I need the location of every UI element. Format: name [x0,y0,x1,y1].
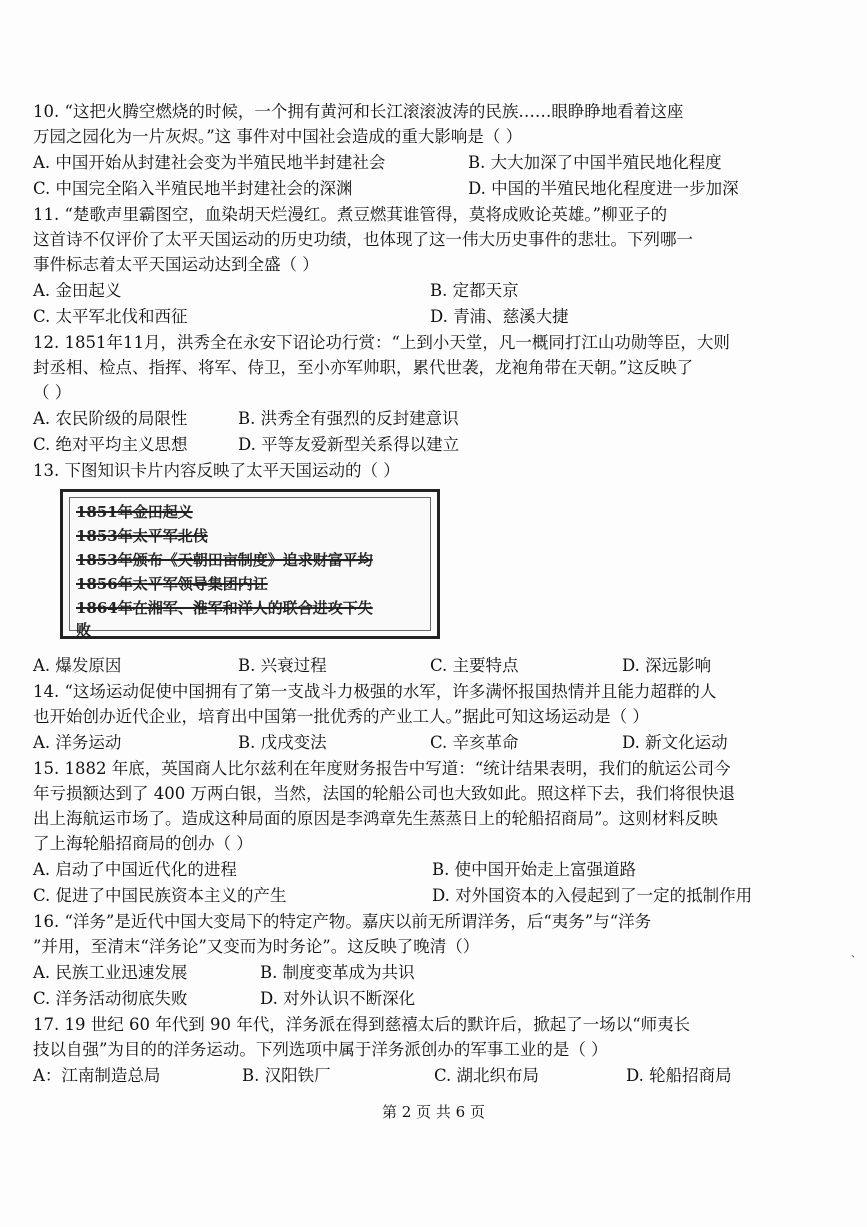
q14-stem-line-1: 14. “这场运动促使中国拥有了第一支战斗力极强的水军，许多满怀报国热情并且能力超群的人 [33,682,717,701]
q13-option-c: C. 主要特点 [430,656,519,675]
q13-option-d: D. 深远影响 [622,656,712,675]
q15-option-a: A. 启动了中国近代化的进程 [33,860,237,879]
q10-stem-line-1: 10. “这把火腾空燃烧的时候，一个拥有黄河和长江滚滚波涛的民族……眼睁睁地看着这座 [33,102,684,121]
q12-stem-line-2: 封丞相、检点、指挥、将军、侍卫，至小亦军帅职，累代世袭，龙袍角带在天朝。”这反映了 [33,358,694,377]
q15-stem-line-3: 出上海航运市场了。造成这种局面的原因是李鸿章先生蒸蒸日上的轮船招商局”。这则材料反映 [33,809,718,828]
q13-option-a: A. 爆发原因 [33,656,122,675]
q17-stem-line-2: 技以自强”为目的的洋务运动。下列选项中属于洋务派创办的军事工业的是（ ） [33,1040,608,1059]
q11-option-a: A. 金田起义 [33,281,122,300]
page-footer: 第 2 页 共 6 页 [382,1103,485,1121]
q10-stem-line-2: 万园之园化为一片灰烬。”这 事件对中国社会造成的重大影响是（ ） [33,127,523,146]
q17-option-c: C. 湖北织布局 [434,1066,540,1085]
q16-stem-line-1: 16. “洋务”是近代中国大变局下的特定产物。嘉庆以前无所谓洋务，后“夷务”与“洋务 [33,912,652,931]
card-entry: 1853年太平军北伐 [76,527,208,545]
q13-option-b: B. 兴衰过程 [238,656,327,675]
q17-stem-line-1: 17. 19 世纪 60 年代到 90 年代，洋务派在得到慈禧太后的默许后，掀起了一场以“师夷长 [33,1015,691,1034]
card-entry: 败 [76,621,92,639]
q15-option-b: B. 使中国开始走上富强道路 [432,860,637,879]
card-entry: 1853年颁布《天朝田亩制度》追求财富平均 [76,551,373,569]
q14-option-a: A. 洋务运动 [33,733,122,752]
q11-stem-line-3: 事件标志着太平天国运动达到全盛（ ） [33,255,319,274]
q10-option-a: A. 中国开始从封建社会变为半殖民地半封建社会 [33,153,386,172]
q11-option-c: C. 太平军北伐和西征 [33,307,188,326]
q14-option-d: D. 新文化运动 [622,733,728,752]
q15-stem-line-1: 15. 1882 年底，英国商人比尔兹利在年度财务报告中写道：“统计结果表明，我们的航运公司今 [33,759,731,778]
q16-stem-line-2: ”并用，至清末“洋务论”又变而为时务论”。这反映了晚清（） [33,937,480,956]
q17-option-d: D. 轮船招商局 [626,1066,732,1085]
knowledge-card-inner-border [69,497,431,639]
q11-stem-line-1: 11. “楚歌声里霸图空，血染胡天烂漫红。煮豆燃萁谁管得，莫将成败论英雄。”柳亚子的 [33,205,668,224]
q11-option-d: D. 青浦、慈溪大捷 [430,307,569,326]
q16-option-a: A. 民族工业迅速发展 [33,963,188,982]
q12-option-c: C. 绝对平均主义思想 [33,435,188,454]
q17-option-a: A：江南制造总局 [33,1066,161,1085]
q17-option-b: B. 汉阳铁厂 [242,1066,331,1085]
q15-stem-line-4: 了上海轮船招商局的创办（ ） [33,834,253,853]
q12-stem-line-1: 12. 1851年11月，洪秀全在永安下诏论功行赏：“上到小天堂，凡一概同打江山功勋等臣，大则 [33,333,730,352]
q12-option-d: D. 平等友爱新型关系得以建立 [238,435,460,454]
q16-option-b: B. 制度变革成为共识 [260,963,415,982]
card-entry: 1856年太平军领导集团内讧 [76,575,268,593]
q10-option-c: C. 中国完全陷入半殖民地半封建社会的深渊 [33,179,353,198]
q11-option-b: B. 定都天京 [430,281,519,300]
q10-option-d: D. 中国的半殖民地化程度进一步加深 [468,179,739,198]
q12-option-a: A. 农民阶级的局限性 [33,409,188,428]
q16-option-d: D. 对外认识不断深化 [260,989,416,1008]
q15-option-c: C. 促进了中国民族资本主义的产生 [33,886,287,905]
q15-stem-line-2: 年亏损额达到了 400 万两白银，当然，法国的轮船公司也大致如此。照这样下去，我们将很快退 [33,784,735,803]
margin-mark: 、 [851,949,861,960]
q10-option-b: B. 大大加深了中国半殖民地化程度 [468,153,722,172]
q13-stem-line-1: 13. 下图知识卡片内容反映了太平天国运动的（ ） [33,461,400,480]
q11-stem-line-2: 这首诗不仅评价了太平天国运动的历史功绩，也体现了这一伟大历史事件的悲壮。下列哪一 [33,230,693,249]
q15-option-d: D. 对外国资本的入侵起到了一定的抵制作用 [432,886,753,905]
q12-stem-line-3: （ ） [33,383,72,402]
knowledge-card [60,489,440,639]
card-entry: 1851年金田起义 [76,503,193,521]
q14-option-b: B. 戊戌变法 [238,733,327,752]
q14-option-c: C. 辛亥革命 [430,733,519,752]
q16-option-c: C. 洋务活动彻底失败 [33,989,188,1008]
q12-option-b: B. 洪秀全有强烈的反封建意识 [238,409,459,428]
card-entry: 1864年在湘军、淮军和洋人的联合进攻下失 [76,599,373,617]
q14-stem-line-2: 也开始创办近代企业，培育出中国第一批优秀的产业工人。”据此可知这场运动是（ ） [33,707,649,726]
